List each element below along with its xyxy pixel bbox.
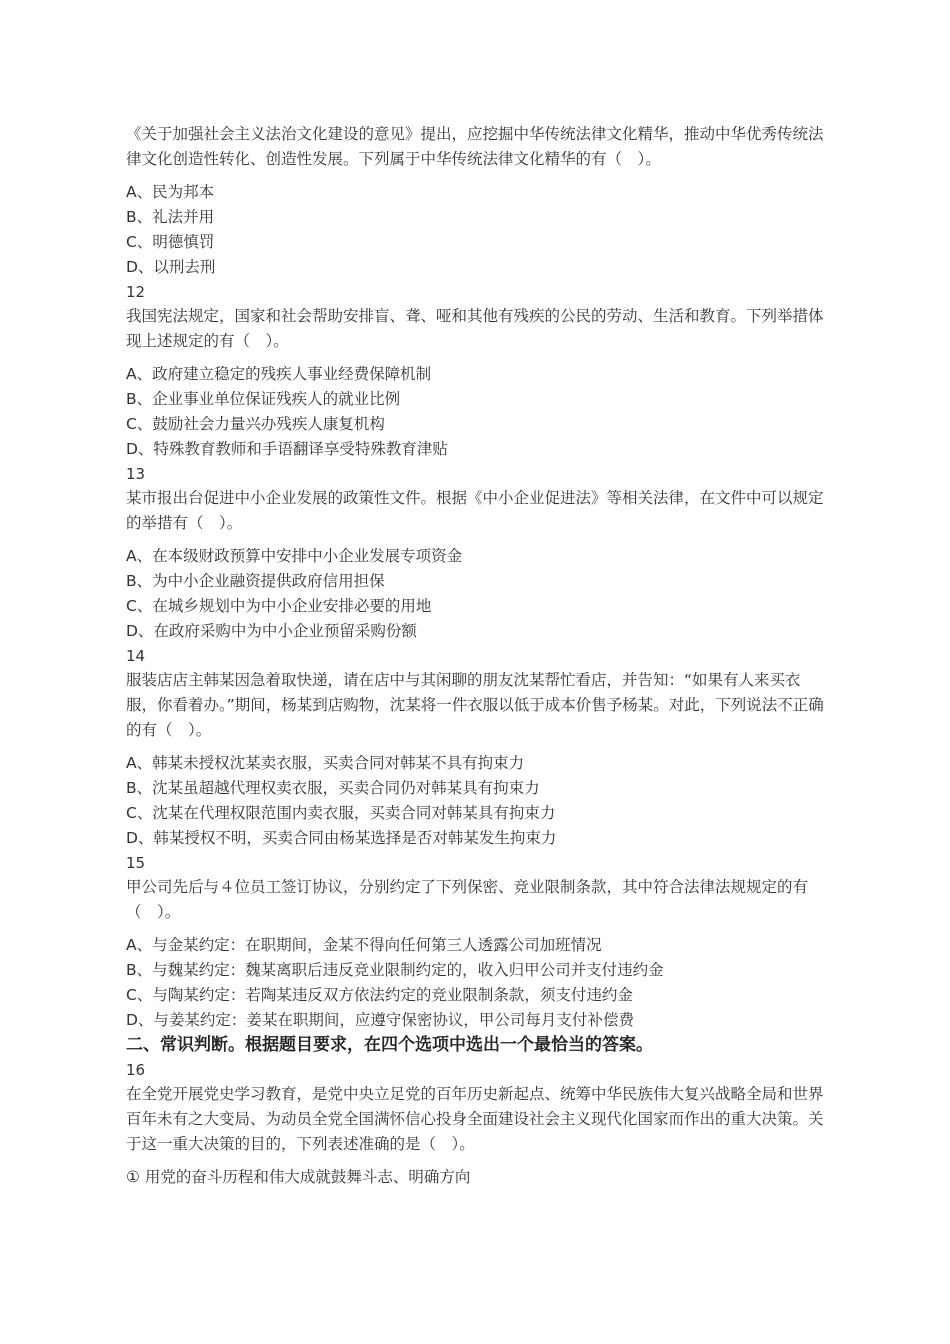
- question-12-number: 12: [126, 283, 146, 301]
- q12-option-a: A、政府建立稳定的残疾人事业经费保障机制: [126, 365, 432, 383]
- question-15-stem: 甲公司先后与４位员工签订协议，分别约定了下列保密、竞业限制条款，其中符合法律法规规定的有（ ）。: [126, 878, 809, 921]
- q14-option-c: C、沈某在代理权限范围内卖衣服，买卖合同对韩某具有拘束力: [126, 804, 556, 822]
- q13-option-d: D、在政府采购中为中小企业预留采购份额: [126, 622, 417, 640]
- q12-option-b: B、企业事业单位保证残疾人的就业比例: [126, 390, 401, 408]
- q11-option-d: D、以刑去刑: [126, 258, 216, 276]
- q12-option-c: C、鼓励社会力量兴办残疾人康复机构: [126, 415, 385, 433]
- q11-option-b: B、礼法并用: [126, 208, 215, 226]
- q15-option-a: A、与金某约定：在职期间，金某不得向任何第三人透露公司加班情况: [126, 936, 602, 954]
- question-12-stem: 我国宪法规定，国家和社会帮助安排盲、聋、哑和其他有残疾的公民的劳动、生活和教育。下列举措体现上述规定的有（ ）。: [126, 307, 824, 350]
- q16-item-1: ① 用党的奋斗历程和伟大成就鼓舞斗志、明确方向: [126, 1168, 471, 1186]
- q11-option-a: A、民为邦本: [126, 183, 215, 201]
- question-16-number: 16: [126, 1061, 146, 1079]
- document-page: [126, 122, 826, 1190]
- question-14-stem: 服装店店主韩某因急着取快递，请在店中与其闲聊的朋友沈某帮忙看店，并告知：“如果有人来买衣服，你看着办。”期间，杨某到店购物，沈某将一件衣服以低于成本价售予杨某。对此，下列说法不正确的有（ ）。: [126, 671, 824, 739]
- question-11-stem: 《关于加强社会主义法治文化建设的意见》提出，应挖掘中华传统法律文化精华，推动中华优秀传统法律文化创造性转化、创造性发展。下列属于中华传统法律文化精华的有（ ）。: [126, 125, 824, 168]
- question-13-stem: 某市报出台促进中小企业发展的政策性文件。根据《中小企业促进法》等相关法律，在文件中可以规定的举措有（ ）。: [126, 489, 824, 532]
- question-13-number: 13: [126, 465, 146, 483]
- q14-option-b: B、沈某虽超越代理权卖衣服，买卖合同仍对韩某具有拘束力: [126, 779, 540, 797]
- question-16-stem: 在全党开展党史学习教育，是党中央立足党的百年历史新起点、统筹中华民族伟大复兴战略全局和世界百年未有之大变局、为动员全党全国满怀信心投身全面建设社会主义现代化国家而作出的重大决策。关于这一重大决策的目的，下列表述准确的是（ ）。: [126, 1085, 824, 1153]
- q11-option-c: C、明德慎罚: [126, 233, 215, 251]
- q14-option-a: A、韩某未授权沈某卖衣服，买卖合同对韩某不具有拘束力: [126, 754, 525, 772]
- q15-option-d: D、与姜某约定：姜某在职期间，应遵守保密协议，甲公司每月支付补偿费: [126, 1011, 634, 1029]
- question-14-number: 14: [126, 647, 146, 665]
- q14-option-d: D、韩某授权不明，买卖合同由杨某选择是否对韩某发生拘束力: [126, 829, 557, 847]
- q13-option-a: A、在本级财政预算中安排中小企业发展专项资金: [126, 547, 463, 565]
- q12-option-d: D、特殊教育教师和手语翻译享受特殊教育津贴: [126, 440, 448, 458]
- section-2-heading: 二、常识判断。根据题目要求，在四个选项中选出一个最恰当的答案。: [126, 1035, 653, 1055]
- q15-option-c: C、与陶某约定：若陶某违反双方依法约定的竞业限制条款，须支付违约金: [126, 986, 633, 1004]
- q15-option-b: B、与魏某约定：魏某离职后违反竞业限制约定的，收入归甲公司并支付违约金: [126, 961, 664, 979]
- q13-option-b: B、为中小企业融资提供政府信用担保: [126, 572, 385, 590]
- q13-option-c: C、在城乡规划中为中小企业安排必要的用地: [126, 597, 432, 615]
- question-15-number: 15: [126, 854, 146, 872]
